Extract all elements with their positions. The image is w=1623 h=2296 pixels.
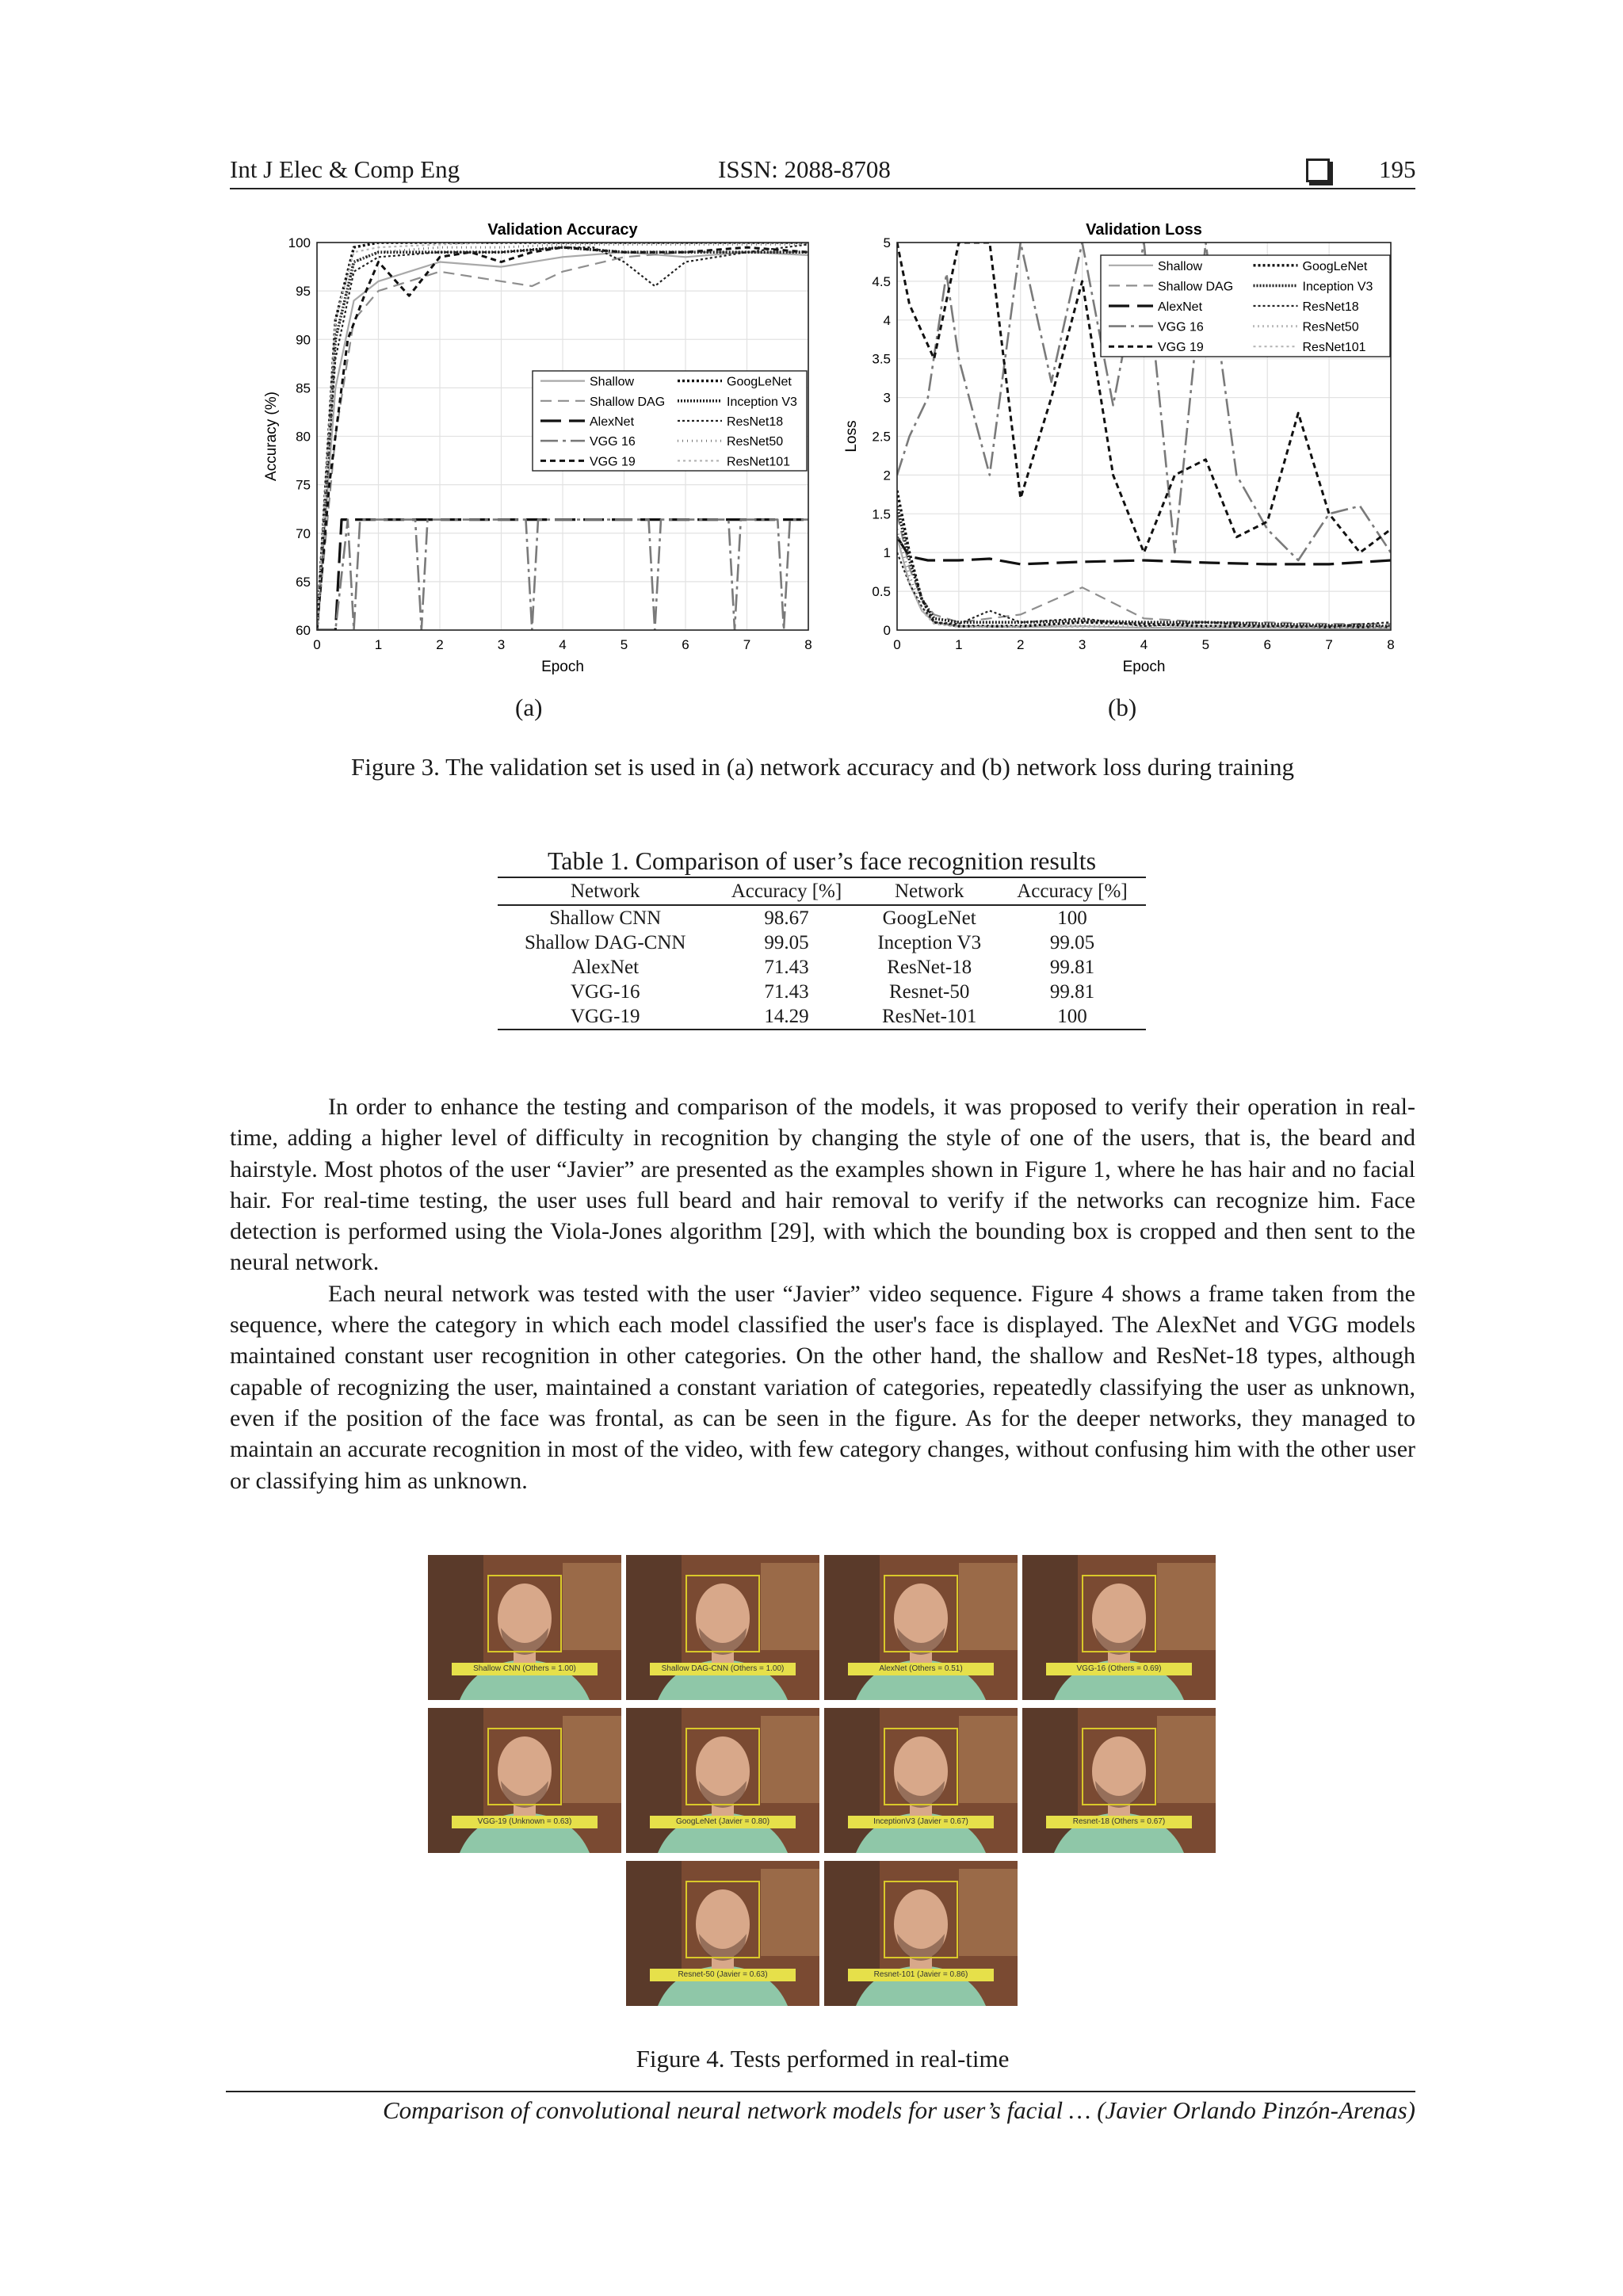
- table-header-row: [498, 877, 1146, 905]
- classification-label: GoogLeNet (Javier = 0.80): [650, 1816, 796, 1828]
- y-tick-label: 1: [883, 545, 891, 561]
- classification-label: Shallow CNN (Others = 1.00): [452, 1663, 598, 1675]
- y-tick-label: 80: [296, 429, 311, 445]
- y-tick-label: 95: [296, 284, 311, 300]
- table-cell: Shallow CNN: [549, 907, 662, 929]
- x-tick-label: 5: [1201, 637, 1210, 652]
- table-cell: 71.43: [764, 957, 809, 978]
- table-row: [498, 930, 1146, 955]
- x-tick-label: 3: [1078, 637, 1086, 652]
- real-time-test-frame: [428, 1708, 621, 1853]
- legend-label: VGG 16: [1158, 320, 1204, 334]
- x-tick-label: 2: [1017, 637, 1025, 652]
- x-tick-label: 2: [436, 637, 444, 652]
- table-cell: 99.81: [1049, 981, 1095, 1003]
- y-tick-label: 0.5: [872, 584, 891, 600]
- legend-label: Inception V3: [727, 395, 797, 409]
- webcam-photo-icon: [824, 1555, 1018, 1700]
- webcam-photo-icon: [428, 1555, 621, 1700]
- table-cell: 98.67: [764, 907, 809, 929]
- table-cell: 71.43: [764, 981, 809, 1003]
- x-tick-label: 1: [955, 637, 963, 652]
- table-cell: ResNet-101: [860, 1004, 998, 1030]
- x-axis-label: Epoch: [541, 659, 584, 675]
- legend-label: VGG 19: [1158, 341, 1204, 355]
- table-row: [498, 980, 1146, 1004]
- figure4-caption: Figure 4. Tests performed in real-time: [636, 2045, 1010, 2073]
- classification-label: AlexNet (Others = 0.51): [848, 1663, 994, 1675]
- y-tick-label: 2.5: [872, 429, 891, 445]
- y-tick-label: 75: [296, 477, 311, 493]
- x-tick-label: 4: [559, 637, 567, 652]
- table-cell: VGG-16: [570, 981, 640, 1003]
- real-time-test-frame: [1022, 1708, 1216, 1853]
- y-tick-label: 90: [296, 332, 311, 348]
- table-row: [498, 955, 1146, 980]
- table-cell: Inception V3: [877, 932, 982, 953]
- legend-label: Shallow: [590, 375, 635, 389]
- square-bullet-icon: [1306, 159, 1330, 182]
- accuracy-chart: [254, 214, 824, 697]
- issn: ISSN: 2088-8708: [718, 155, 891, 183]
- y-axis-label: Loss: [843, 420, 860, 453]
- y-tick-label: 3.5: [872, 351, 891, 367]
- page-number: 195: [1379, 155, 1416, 183]
- y-tick-label: 1.5: [872, 506, 891, 522]
- legend-label: ResNet50: [1302, 320, 1359, 334]
- x-tick-label: 4: [1140, 637, 1148, 652]
- legend-label: Shallow DAG: [1158, 280, 1234, 294]
- legend-label: Shallow: [1158, 259, 1203, 273]
- table-cell: ResNet-18: [887, 957, 972, 978]
- table-cell: GoogLeNet: [882, 907, 976, 929]
- table-header-cell: Network: [860, 877, 998, 905]
- chart-title: Validation Loss: [1086, 221, 1202, 239]
- legend-label: ResNet50: [727, 435, 784, 449]
- y-tick-label: 60: [296, 623, 311, 638]
- y-tick-label: 4: [883, 312, 891, 328]
- x-tick-label: 8: [804, 637, 812, 652]
- chart-title: Validation Accuracy: [487, 221, 638, 239]
- table-cell: Shallow DAG-CNN: [524, 932, 686, 953]
- webcam-photo-icon: [1022, 1708, 1216, 1853]
- real-time-test-frame: [824, 1861, 1018, 2006]
- classification-label: VGG-19 (Unknown = 0.63): [452, 1816, 598, 1828]
- y-tick-label: 4.5: [872, 273, 891, 289]
- legend-label: VGG 16: [590, 435, 636, 449]
- table-cell: 99.05: [764, 932, 809, 953]
- legend-label: AlexNet: [1158, 300, 1203, 314]
- table-row: [498, 1004, 1146, 1030]
- real-time-test-frame: [824, 1555, 1018, 1700]
- footer-rule: [226, 2091, 1415, 2092]
- journal-name: Int J Elec & Comp Eng: [230, 155, 460, 183]
- x-tick-label: 5: [620, 637, 628, 652]
- legend-label: Shallow DAG: [590, 395, 666, 409]
- table-cell: AlexNet: [571, 957, 640, 978]
- y-tick-label: 0: [883, 623, 891, 638]
- webcam-photo-icon: [428, 1708, 621, 1853]
- real-time-test-frame: [626, 1861, 819, 2006]
- x-tick-label: 6: [1263, 637, 1271, 652]
- webcam-photo-icon: [1022, 1555, 1216, 1700]
- table-cell: 14.29: [712, 1004, 860, 1030]
- sublabel-b: (b): [1108, 693, 1137, 721]
- legend-label: Inception V3: [1302, 280, 1373, 294]
- y-tick-label: 3: [883, 390, 891, 406]
- webcam-photo-icon: [626, 1555, 819, 1700]
- classification-label: Resnet-101 (Javier = 0.86): [848, 1969, 994, 1981]
- legend-label: GoogLeNet: [1302, 259, 1368, 273]
- figure4-image-grid: [428, 1555, 1220, 2007]
- legend-label: ResNet101: [1302, 341, 1366, 355]
- legend-label: ResNet101: [727, 455, 791, 469]
- y-tick-label: 2: [883, 468, 891, 483]
- y-tick-label: 5: [883, 235, 891, 250]
- figure3-caption: Figure 3. The validation set is used in (a) network accuracy and (b) network loss during training: [350, 753, 1295, 781]
- x-tick-label: 8: [1387, 637, 1395, 652]
- x-tick-label: 7: [1325, 637, 1333, 652]
- running-title: Comparison of convolutional neural network models for user’s facial … (Javier Orlando Pinzón-Arenas): [382, 2096, 1415, 2124]
- x-tick-label: 6: [682, 637, 689, 652]
- x-tick-label: 0: [893, 637, 901, 652]
- table-cell: 99.81: [1049, 957, 1095, 978]
- paragraph: In order to enhance the testing and comparison of the models, it was proposed to verify their operation in real-time, adding a higher level of difficulty in recognition by changing the style of one of the users, that is, the beard and hairstyle. Most photos of the user “Javier” are presented as the examples shown in Figure 1, where he has hair and no facial hair. For real-time testing, the user uses full beard and hair removal to verify if the networks can recognize him. Face detection is performed using the Viola-Jones algorithm [29], with which the bounding box is cropped and then sent to the neural network.: [230, 1094, 1415, 1276]
- table-header-cell: Accuracy [%]: [712, 877, 860, 905]
- table-cell: 99.05: [1049, 932, 1095, 953]
- loss-chart: [840, 214, 1411, 697]
- classification-label: VGG-16 (Others = 0.69): [1046, 1663, 1192, 1675]
- header-rule: [230, 188, 1415, 189]
- table-cell: Resnet-50: [889, 981, 970, 1003]
- table-cell: VGG-19: [498, 1004, 712, 1030]
- real-time-test-frame: [824, 1708, 1018, 1853]
- x-tick-label: 3: [497, 637, 506, 652]
- table-row: [498, 905, 1146, 930]
- x-axis-label: Epoch: [1122, 659, 1166, 675]
- table-cell: 100: [1057, 907, 1087, 929]
- legend: [1101, 255, 1390, 357]
- classification-label: Shallow DAG-CNN (Others = 1.00): [650, 1663, 796, 1675]
- real-time-test-frame: [626, 1708, 819, 1853]
- legend-label: VGG 19: [590, 455, 636, 469]
- webcam-photo-icon: [824, 1708, 1018, 1853]
- legend: [533, 371, 807, 471]
- y-tick-label: 85: [296, 380, 311, 396]
- body-text: [230, 1091, 1415, 1496]
- legend-label: ResNet18: [727, 415, 784, 429]
- webcam-photo-icon: [626, 1861, 819, 2006]
- y-tick-label: 100: [288, 235, 311, 250]
- real-time-test-frame: [1022, 1555, 1216, 1700]
- x-tick-label: 1: [374, 637, 383, 652]
- table-header-cell: Accuracy [%]: [999, 877, 1146, 905]
- sublabel-a: (a): [515, 693, 543, 721]
- real-time-test-frame: [626, 1555, 819, 1700]
- y-tick-label: 70: [296, 525, 311, 541]
- classification-label: InceptionV3 (Javier = 0.67): [848, 1816, 994, 1828]
- webcam-photo-icon: [824, 1861, 1018, 2006]
- table-cell: 100: [999, 1004, 1146, 1030]
- legend-label: AlexNet: [590, 415, 635, 429]
- table-header-cell: Network: [498, 877, 712, 905]
- legend-label: ResNet18: [1302, 300, 1359, 314]
- webcam-photo-icon: [626, 1708, 819, 1853]
- classification-label: Resnet-50 (Javier = 0.63): [650, 1969, 796, 1981]
- y-axis-label: Accuracy (%): [263, 392, 280, 481]
- table1-title: Table 1. Comparison of user’s face recognition results: [547, 846, 1097, 875]
- table1: [498, 877, 1146, 1030]
- x-tick-label: 0: [313, 637, 321, 652]
- x-tick-label: 7: [743, 637, 751, 652]
- y-tick-label: 65: [296, 574, 311, 590]
- classification-label: Resnet-18 (Others = 0.67): [1046, 1816, 1192, 1828]
- real-time-test-frame: [428, 1555, 621, 1700]
- paragraph: Each neural network was tested with the user “Javier” video sequence. Figure 4 shows a frame taken from the sequence, where the category in which each model classified the user's face is displayed. The AlexNet and VGG models maintained constant user recognition in other categories. On the other hand, the shallow and ResNet-18 types, although capable of recognizing the user, maintained a constant variation of categories, repeatedly classifying the user as unknown, even if the position of the face was frontal, as can be seen in the figure. As for the deeper networks, they managed to maintain an accurate recognition in most of the video, with few category changes, without confusing him with the other user or classifying him as unknown.: [230, 1280, 1415, 1494]
- legend-label: GoogLeNet: [727, 375, 792, 389]
